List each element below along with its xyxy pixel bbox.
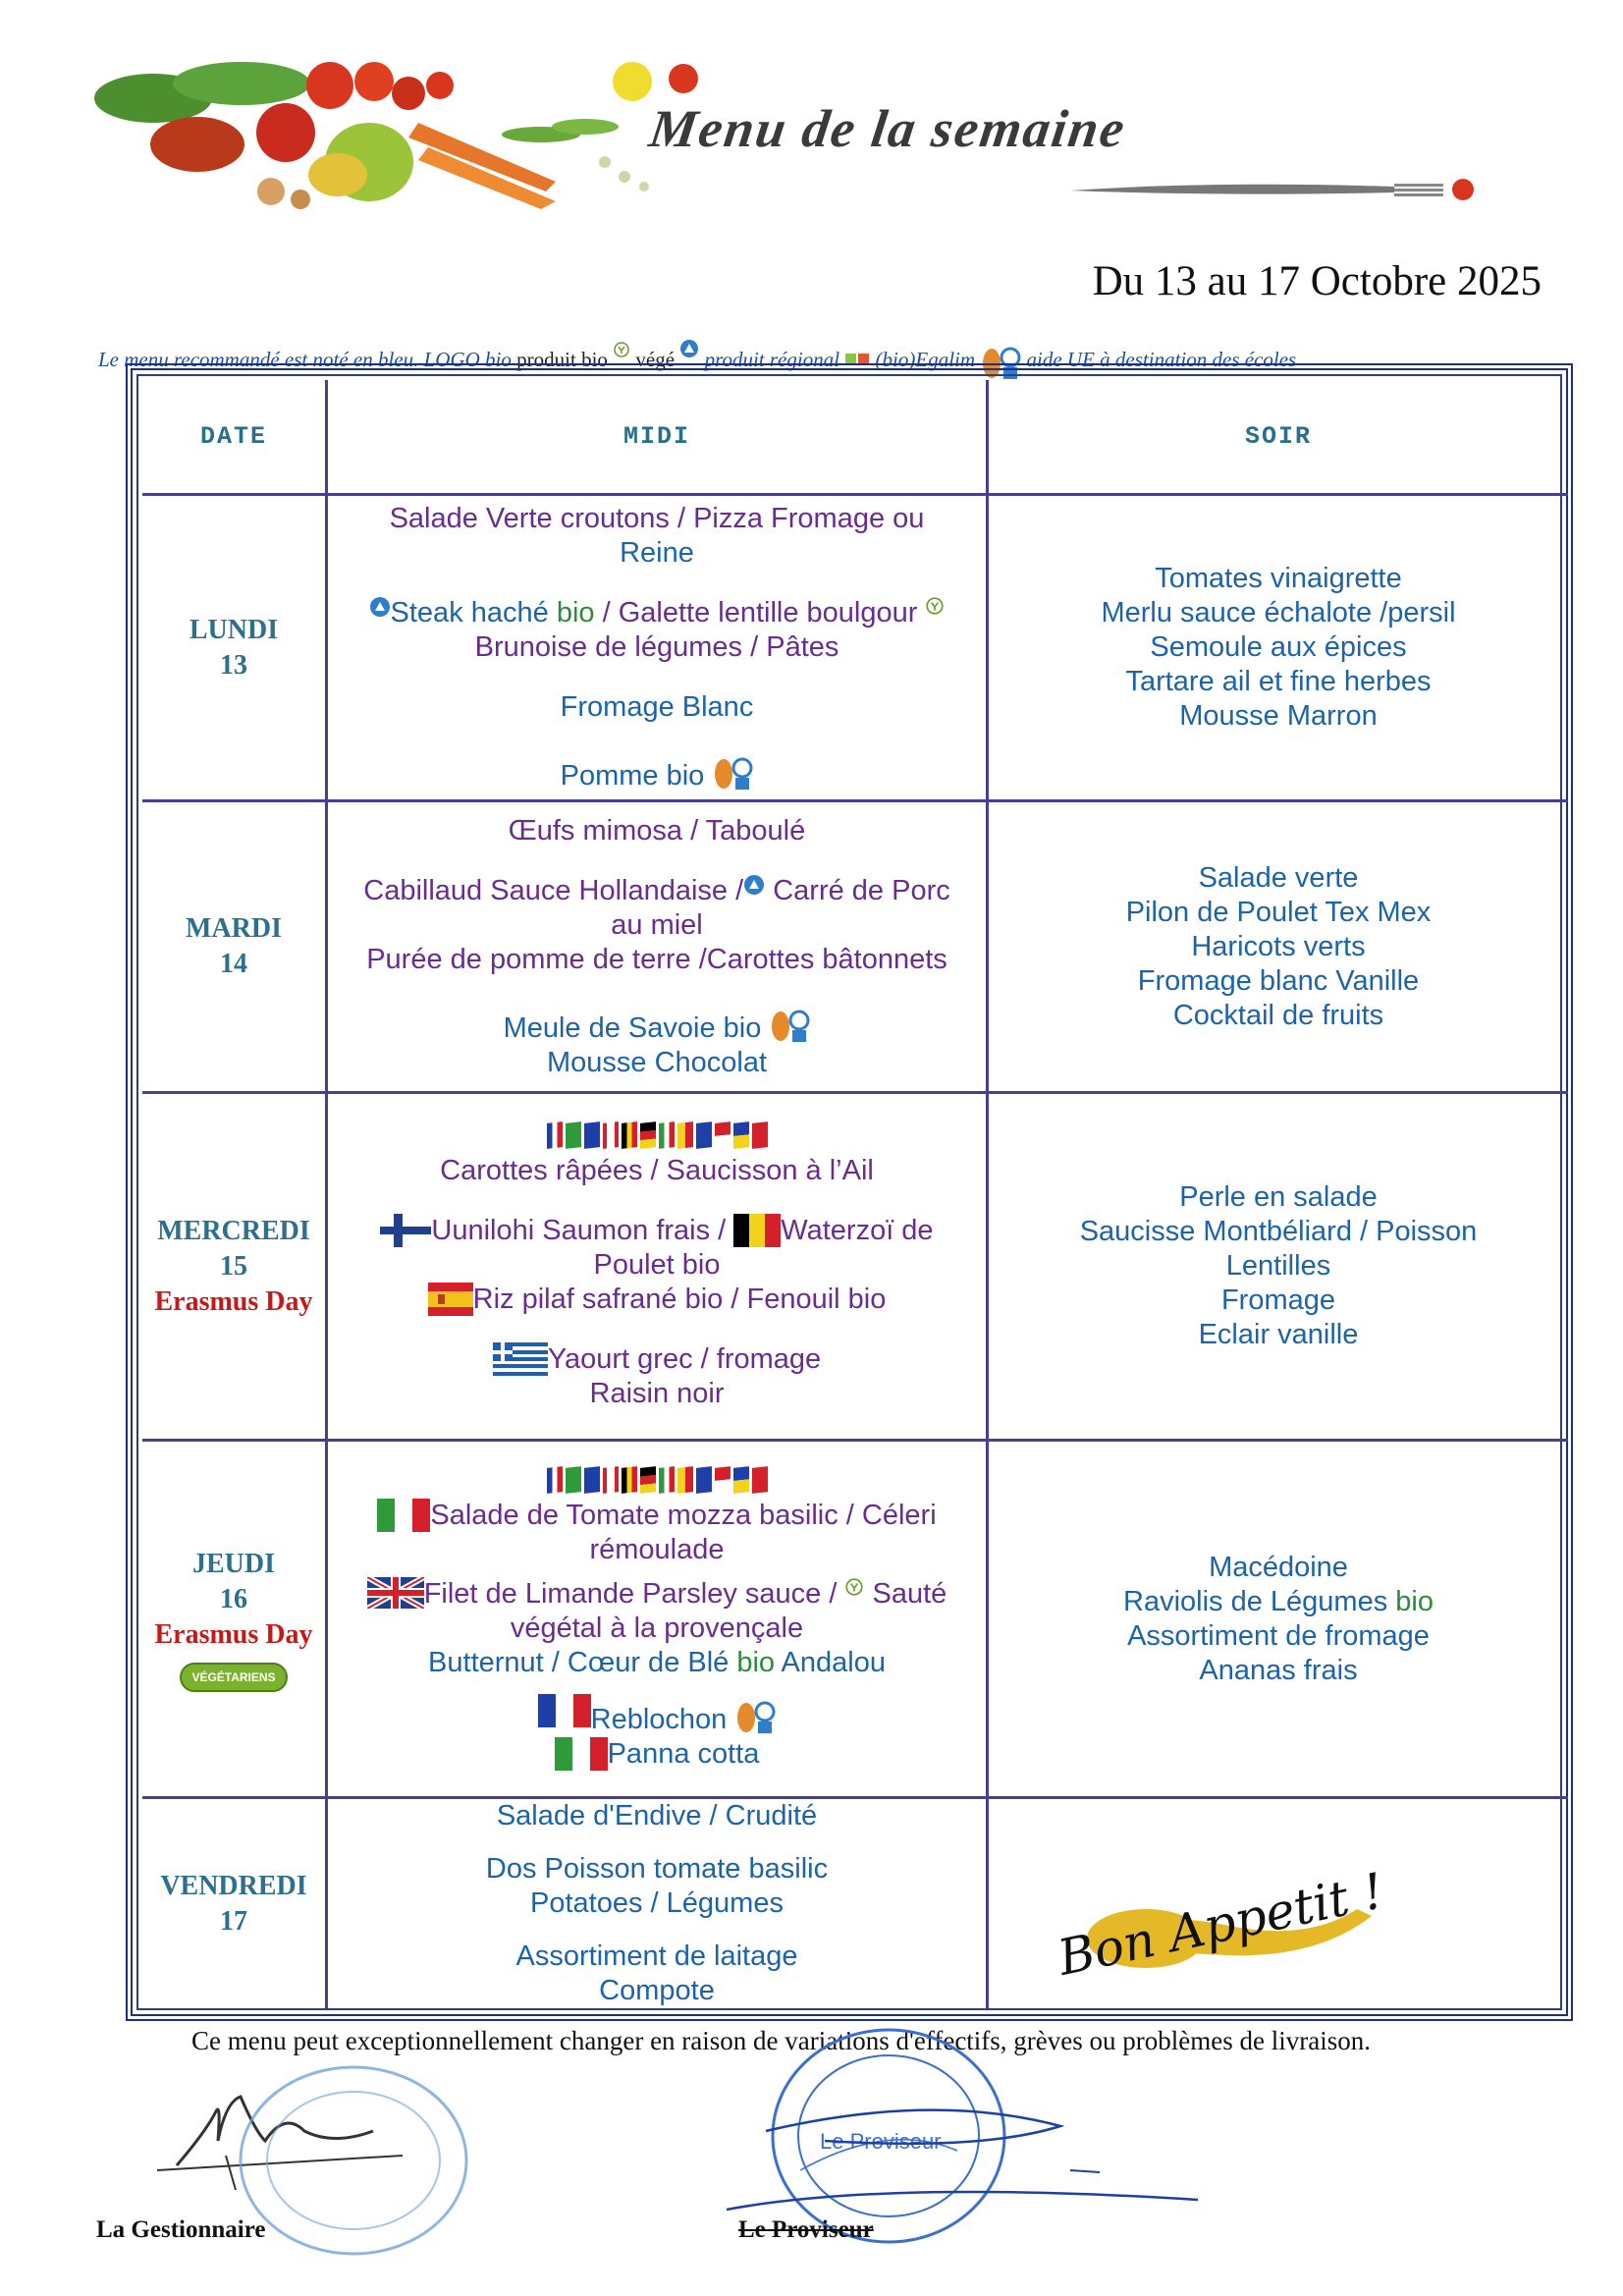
menu-line: Salade d'Endive / Crudité: [496, 1800, 818, 1831]
legend-text-5: (bio)Egalim: [875, 348, 976, 371]
menu-text: Riz pilaf safrané bio / Fenouil bio: [472, 1283, 887, 1315]
menu-text: Uunilohi Saumon frais /: [431, 1214, 727, 1246]
day-name: MARDI: [186, 913, 282, 944]
menu-line: Fromage: [1220, 1285, 1336, 1316]
regional-product-icon: [743, 874, 765, 898]
regional-product-icon: [369, 596, 391, 620]
italy-flag-icon: [377, 1499, 430, 1532]
menu-line: Pilon de Poulet Tex Mex: [1125, 896, 1432, 928]
soir-cell-mercredi: [989, 1094, 1568, 1439]
italy-flag-icon: [555, 1737, 608, 1771]
midi-cell-lundi: [328, 496, 986, 799]
bio-tag: bio: [556, 597, 595, 629]
menu-line: [555, 1737, 760, 1772]
midi-cell-jeudi: [328, 1442, 986, 1796]
flags-banner-icon: [547, 1122, 768, 1148]
erasmus-day-label: Erasmus Day: [154, 1285, 313, 1317]
menu-line: Eclair vanille: [1198, 1319, 1359, 1350]
menu-line: Tomates vinaigrette: [1155, 563, 1402, 594]
soir-cell-lundi: [989, 496, 1568, 799]
menu-line: Macédoine: [1209, 1551, 1348, 1583]
day-name: VENDREDI: [160, 1870, 307, 1901]
proviseur-label: Le Proviseur: [738, 2216, 874, 2243]
uk-flag-icon: [367, 1577, 424, 1609]
legend-text-2: produit bio: [516, 348, 608, 371]
bio-tag: bio: [1395, 1585, 1434, 1617]
menu-line: Perle en salade: [1179, 1181, 1378, 1213]
menu-line: Poulet bio: [593, 1248, 721, 1281]
menu-line: Haricots verts: [1191, 930, 1366, 962]
fork-illustration: [1070, 177, 1492, 200]
day-number: 13: [220, 649, 247, 681]
day-name: MERCREDI: [157, 1215, 310, 1246]
day-cell-mardi: [142, 802, 325, 1091]
gestionnaire-label: La Gestionnaire: [96, 2216, 266, 2243]
legend-text-6: aide UE à destination des écoles: [1026, 348, 1297, 371]
menu-text: Raviolis de Légumes: [1123, 1585, 1396, 1617]
menu-line: Dos Poisson tomate basilic: [485, 1853, 829, 1885]
menu-text: Salade de Tomate mozza basilic / Céleri: [430, 1499, 937, 1531]
vegetarian-icon: [925, 596, 945, 616]
legend-text-4: produit régional: [704, 348, 840, 371]
menu-line: Fromage Blanc: [560, 691, 754, 723]
menu-text: Reblochon: [590, 1703, 728, 1735]
menu-line: végétal à la provençale: [510, 1612, 804, 1644]
vegetarian-icon: [613, 341, 630, 358]
day-number: 16: [220, 1583, 247, 1614]
soir-cell-vendredi: [989, 1799, 1568, 2008]
menu-line: Cocktail de fruits: [1172, 999, 1384, 1031]
menu-text: Carré de Porc: [765, 874, 950, 906]
menu-line: Brunoise de légumes / Pâtes: [474, 631, 839, 663]
day-cell-jeudi: [142, 1442, 325, 1796]
spain-flag-icon: [428, 1283, 473, 1316]
finland-flag-icon: [380, 1214, 431, 1247]
menu-text: Waterzoï de: [781, 1214, 934, 1246]
menu-line: [369, 596, 946, 630]
menu-line: Lentilles: [1225, 1250, 1331, 1282]
legend-text-3: végé: [635, 348, 676, 371]
proviseur-signature: [687, 2072, 1198, 2229]
vegetarian-icon: [844, 1577, 864, 1597]
menu-line: [428, 1283, 887, 1317]
menu-line: Salade Verte croutons / Pizza Fromage ou: [389, 503, 925, 534]
eu-school-aid-icon: [769, 1003, 810, 1046]
menu-text: Sauté: [864, 1577, 947, 1610]
menu-line: Assortiment de laitage: [515, 1941, 798, 1972]
day-number: 14: [220, 949, 247, 979]
day-number: 17: [220, 1905, 247, 1937]
menu-line: au miel: [611, 908, 703, 941]
menu-line: [504, 1003, 811, 1046]
bio-tag: bio: [736, 1646, 776, 1678]
menu-text: Cabillaud Sauce Hollandaise /: [363, 874, 744, 906]
day-number: 15: [220, 1250, 247, 1282]
day-name: JEUDI: [191, 1548, 275, 1579]
menu-line: [1123, 1585, 1434, 1619]
page-title: Menu de la semaine: [645, 99, 1130, 158]
menu-line: Saucisse Montbéliard / Poisson: [1079, 1216, 1478, 1247]
menu-line: Purée de pomme de terre /Carottes bâtonnets: [366, 943, 947, 975]
flags-banner-icon: [547, 1467, 768, 1493]
vegetarian-badge-text: VÉGÉTARIENS: [191, 1669, 276, 1684]
stamp-label: Le Proviseur: [820, 2129, 942, 2154]
menu-line: Salade verte: [1198, 861, 1359, 894]
menu-line: Ananas frais: [1199, 1654, 1358, 1686]
menu-line: rémoulade: [589, 1533, 725, 1565]
menu-text: Pomme bio: [560, 760, 705, 792]
day-cell-vendredi: [142, 1799, 325, 2008]
bon-appetit-illustration: [1033, 1816, 1524, 1993]
day-cell-lundi: [142, 496, 325, 799]
menu-line: Fromage blanc Vanille: [1137, 964, 1420, 997]
erasmus-day-label: Erasmus Day: [154, 1618, 313, 1650]
menu-line: [493, 1342, 821, 1377]
menu-line: [367, 1577, 947, 1612]
menu-text: Panna cotta: [607, 1737, 760, 1770]
day-name: LUNDI: [189, 614, 279, 645]
menu-line: Œufs mimosa / Taboulé: [508, 814, 806, 847]
regional-product-icon: [679, 339, 699, 358]
menu-line: Reine: [620, 537, 694, 569]
menu-line: Mousse Marron: [1179, 700, 1378, 732]
soir-cell-jeudi: [989, 1442, 1568, 1796]
bon-appetit-text: Bon Appetit !: [1053, 1861, 1389, 1987]
soir-cell-mardi: [989, 802, 1568, 1091]
menu-line: [377, 1499, 936, 1533]
menu-table: [126, 363, 1573, 2021]
menu-text: / Galette lentille boulgour: [594, 597, 918, 629]
midi-cell-mercredi: [328, 1094, 986, 1439]
menu-line: Assortiment de fromage: [1127, 1619, 1430, 1652]
menu-text: Filet de Limande Parsley sauce /: [423, 1577, 838, 1610]
menu-line: Raisin noir: [589, 1377, 725, 1409]
greece-flag-icon: [493, 1342, 548, 1376]
midi-cell-vendredi: [328, 1799, 986, 2008]
menu-line: [561, 750, 754, 793]
week-dates: Du 13 au 17 Octobre 2025: [1092, 258, 1542, 304]
menu-line: [428, 1646, 886, 1680]
france-flag-icon: [538, 1694, 591, 1727]
menu-line: Tartare ail et fine herbes: [1125, 666, 1432, 697]
menu-line: Mousse Chocolat: [546, 1046, 768, 1078]
menu-line: Merlu sauce échalote /persil: [1101, 597, 1456, 629]
midi-cell-mardi: [328, 802, 986, 1091]
menu-line: Potatoes / Légumes: [530, 1887, 784, 1919]
menu-text: Yaourt grec / fromage: [547, 1342, 822, 1375]
menu-line: [363, 874, 950, 908]
menu-line: [538, 1694, 777, 1737]
menu-line: Compote: [599, 1975, 715, 2006]
vegetarian-badge: [180, 1663, 287, 1692]
eu-school-aid-icon: [712, 750, 753, 793]
menu-text: Andalou: [775, 1646, 886, 1678]
footer-note: Ce menu peut exceptionnellement changer en raison de variations d'effectifs, grèves ou problèmes de livraison.: [191, 2026, 1371, 2055]
menu-text: Steak haché: [390, 597, 557, 629]
belgium-flag-icon: [733, 1214, 781, 1247]
eu-school-aid-icon: [734, 1694, 776, 1737]
day-cell-mercredi: [142, 1094, 325, 1439]
menu-text: Meule de Savoie bio: [503, 1011, 762, 1044]
soir-column-header: SOIR: [1244, 422, 1312, 451]
menu-text: Butternut / Cœur de Blé: [428, 1646, 737, 1678]
menu-line: Carottes râpées / Saucisson à l’Ail: [440, 1154, 874, 1186]
date-column-header: DATE: [199, 422, 267, 451]
menu-line: Semoule aux épices: [1150, 631, 1407, 663]
midi-column-header: MIDI: [622, 422, 690, 451]
legend-text-1: Le menu recommandé est noté en bleu. LOGO bio: [98, 348, 517, 371]
menu-line: [380, 1214, 933, 1248]
vegetables-banner-illustration: [94, 54, 732, 211]
